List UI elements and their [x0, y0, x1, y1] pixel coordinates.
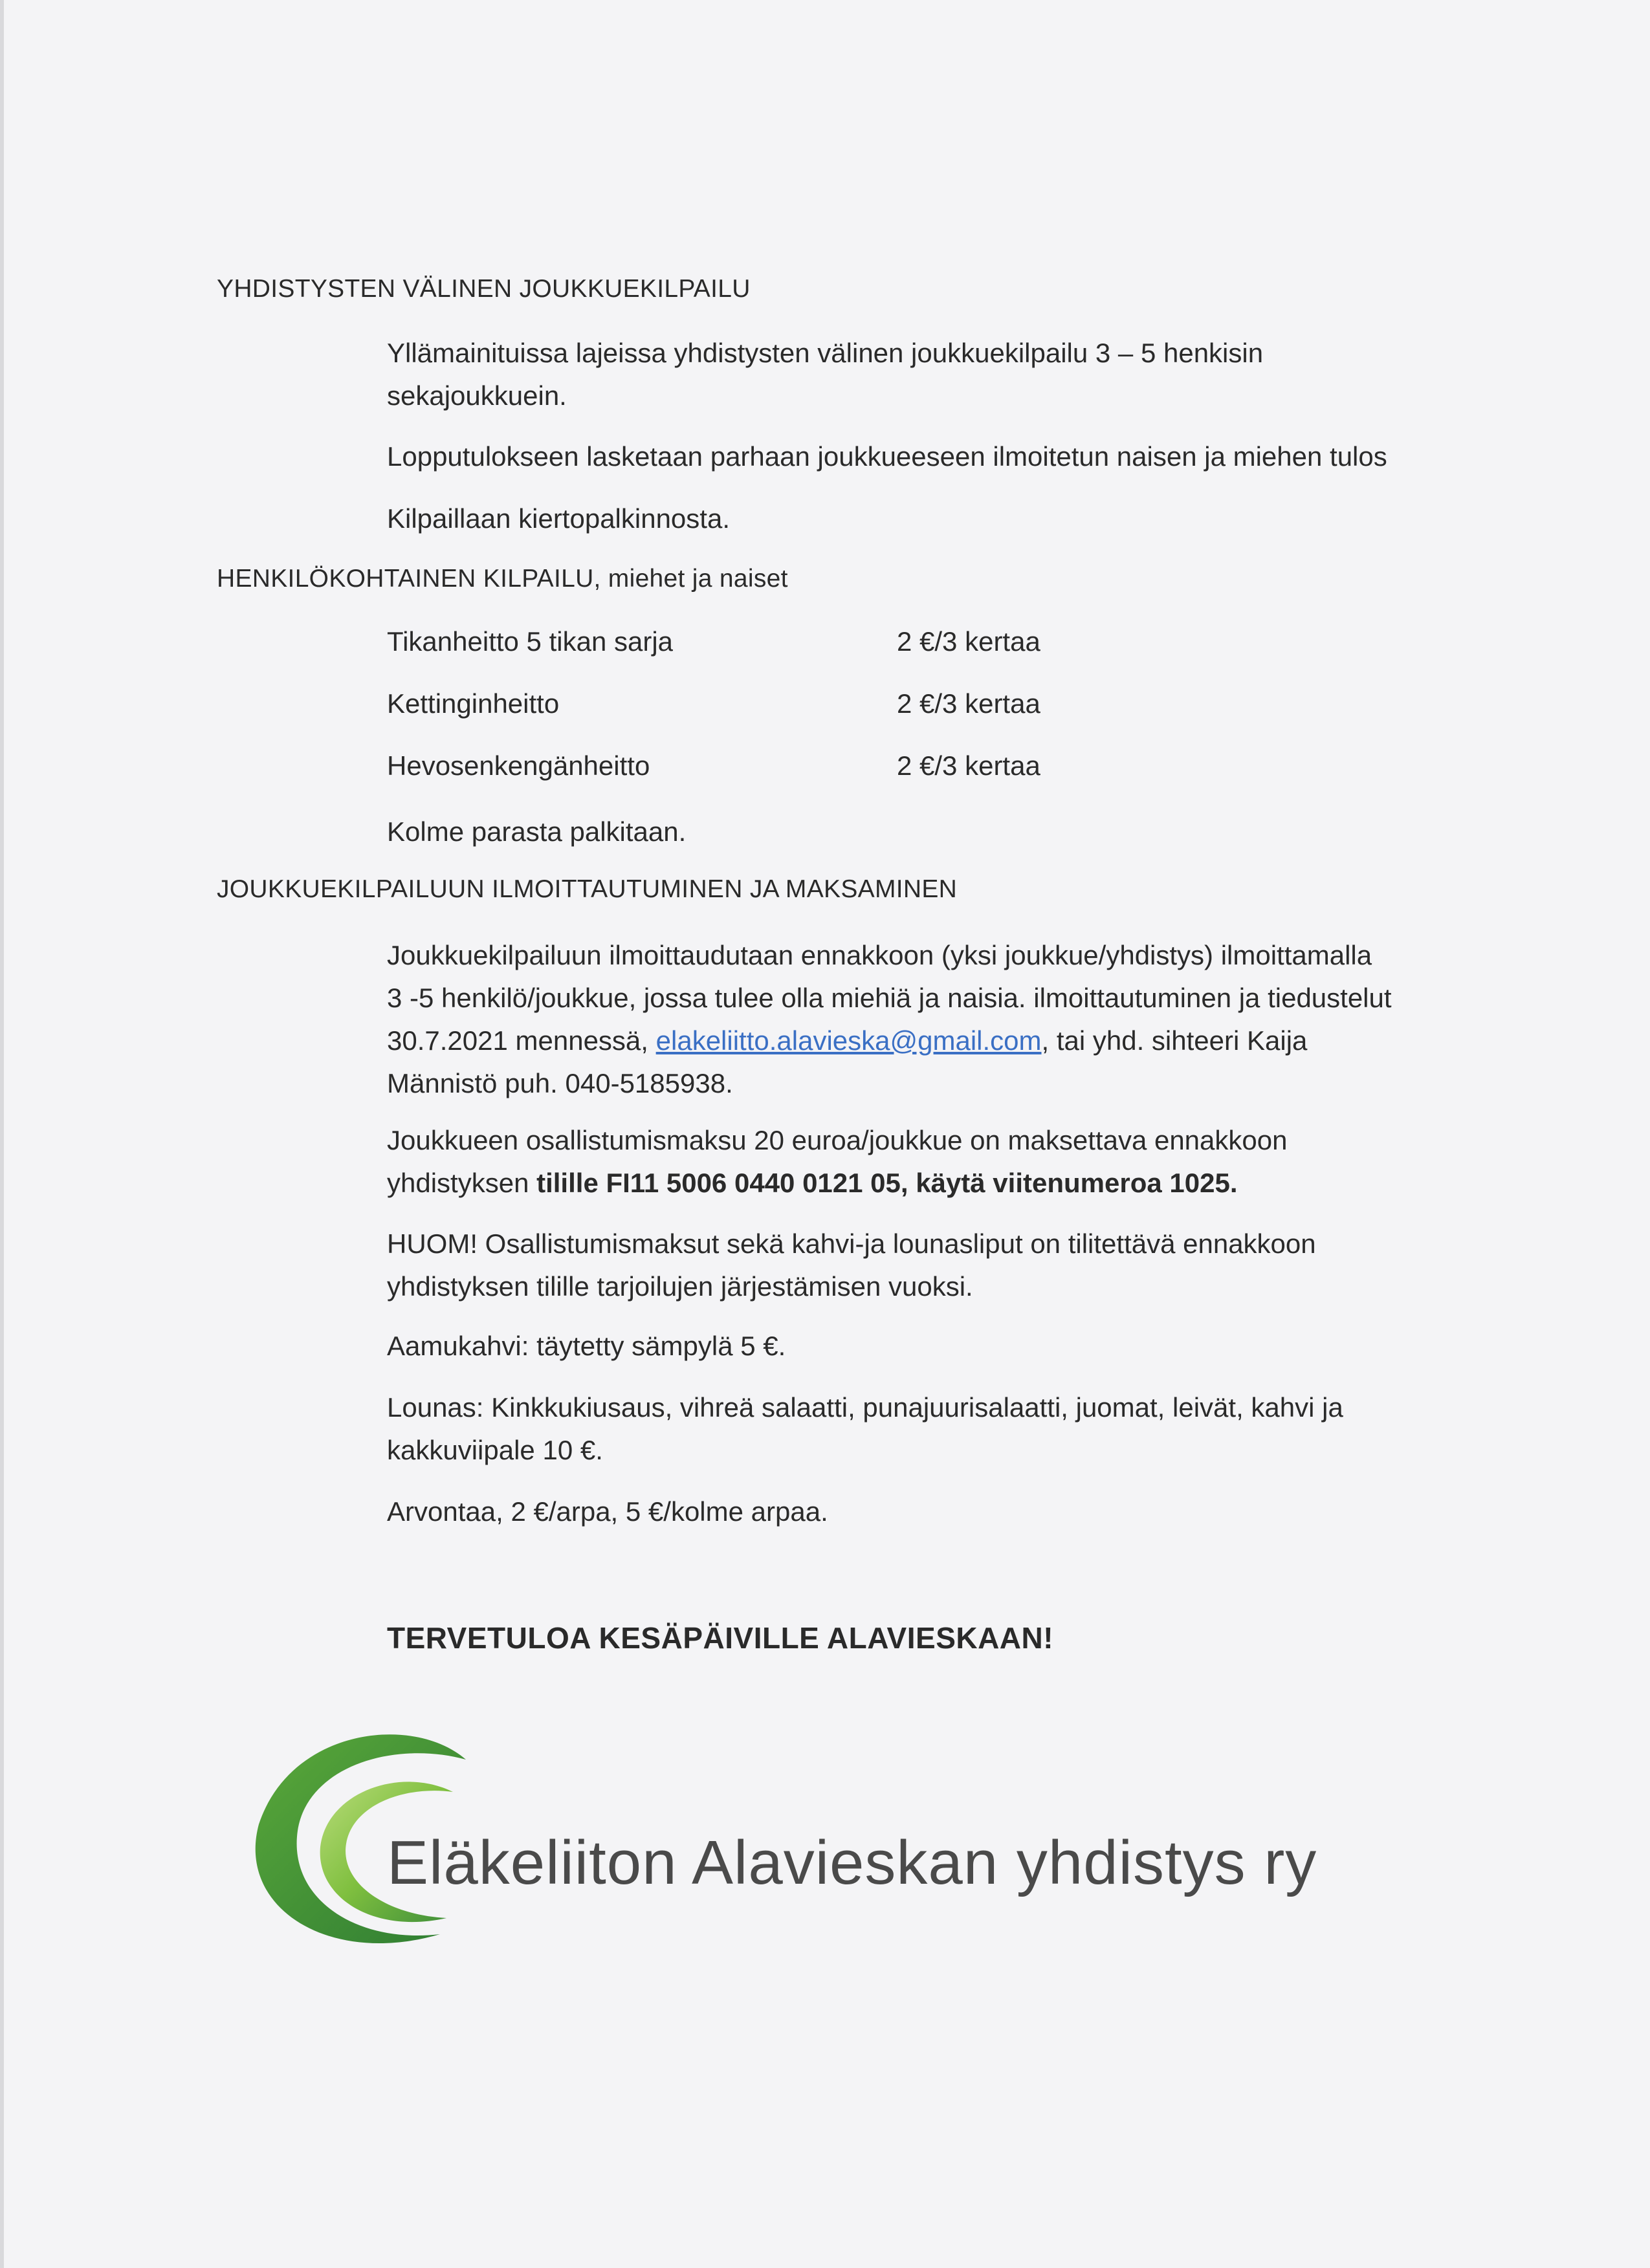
event-price: 2 €/3 kertaa [897, 688, 1040, 719]
organization-name: Eläkeliiton Alavieskan yhdistys ry [387, 1828, 1317, 1897]
individual-competition-heading: HENKILÖKOHTAINEN KILPAILU, miehet ja naiset [217, 565, 788, 593]
event-price: 2 €/3 kertaa [897, 750, 1040, 781]
text-line: Yllämainituissa lajeissa yhdistysten välinen joukkuekilpailu 3 – 5 henkisin [387, 338, 1264, 368]
email-link[interactable]: elakeliitto.alavieska@gmail.com [655, 1025, 1042, 1056]
text-line: sekajoukkuein. [387, 380, 567, 411]
text-line: HUOM! Osallistumismaksut sekä kahvi-ja lounasliput on tilitettävä ennakkoon [387, 1228, 1316, 1259]
lunch-paragraph [387, 1386, 1487, 1472]
team-competition-paragraph [387, 332, 1487, 417]
text-line [387, 1020, 1487, 1062]
text-line: Joukkueen osallistumismaksu 20 euroa/joukkue on maksettava ennakkoon [387, 1125, 1288, 1155]
text-fragment: , tai yhd. sihteeri Kaija [1041, 1025, 1308, 1056]
prize-note: Kolme parasta palkitaan. [387, 816, 687, 847]
text-line [387, 1162, 1487, 1205]
text-line: Joukkuekilpailuun ilmoittaudutaan ennakkoon (yksi joukkue/yhdistys) ilmoittamalla [387, 940, 1372, 970]
text-fragment: yhdistyksen [387, 1168, 537, 1198]
trophy-paragraph: Kilpaillaan kiertopalkinnosta. [387, 503, 730, 534]
team-competition-heading: YHDISTYSTEN VÄLINEN JOUKKUEKILPAILU [217, 275, 751, 303]
text-line: Männistö puh. 040-5185938. [387, 1068, 733, 1098]
text-line: kakkuviipale 10 €. [387, 1435, 603, 1465]
registration-heading: JOUKKUEKILPAILUUN ILMOITTAUTUMINEN JA MAKSAMINEN [217, 875, 958, 903]
notice-paragraph [387, 1223, 1487, 1308]
bank-account-text: tilille FI11 5006 0440 0121 05, käytä viitenumeroa 1025. [536, 1168, 1238, 1198]
text-fragment: 30.7.2021 mennessä, [387, 1025, 656, 1056]
raffle-paragraph: Arvontaa, 2 €/arpa, 5 €/kolme arpaa. [387, 1496, 828, 1527]
text-line: Lounas: Kinkkukiusaus, vihreä salaatti, punajuurisalaatti, juomat, leivät, kahvi ja [387, 1392, 1343, 1423]
event-name: Hevosenkengänheitto [387, 750, 650, 781]
welcome-text: TERVETULOA KESÄPÄIVILLE ALAVIESKAAN! [387, 1621, 1054, 1655]
team-scoring-paragraph: Lopputulokseen lasketaan parhaan joukkueeseen ilmoitetun naisen ja miehen tulos [387, 441, 1387, 472]
text-line: yhdistyksen tilille tarjoilujen järjestämisen vuoksi. [387, 1271, 973, 1302]
event-name: Kettinginheitto [387, 688, 560, 719]
event-name: Tikanheitto 5 tikan sarja [387, 626, 674, 657]
event-price: 2 €/3 kertaa [897, 626, 1040, 657]
registration-paragraph [387, 934, 1487, 1105]
text-line: 3 -5 henkilö/joukkue, jossa tulee olla miehiä ja naisia. ilmoittautuminen ja tiedustelut [387, 983, 1392, 1013]
fee-paragraph [387, 1119, 1487, 1205]
breakfast-paragraph: Aamukahvi: täytetty sämpylä 5 €. [387, 1331, 786, 1361]
